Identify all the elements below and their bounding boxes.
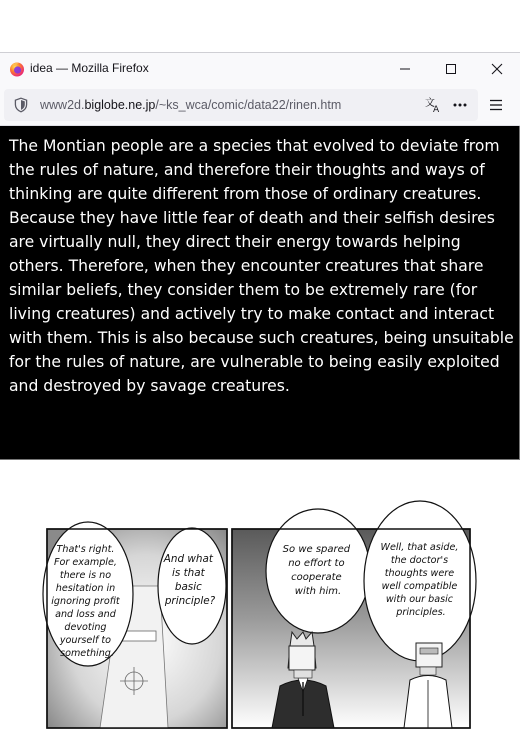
comic-panel-2 xyxy=(232,501,476,728)
svg-text:文: 文 xyxy=(425,98,435,109)
bubble-text-p2-left: So we spared no effort to cooperate with him. xyxy=(282,544,351,597)
close-icon xyxy=(491,63,503,75)
desktop-gap xyxy=(0,0,520,52)
url-text[interactable]: www2d.biglobe.ne.jp/~ks_wca/comic/data22/rinen.htm xyxy=(40,98,342,112)
bubble-text-p1-left: That's right. For example, there is no hesitation in ignoring profit and loss and devoting yourself to something. xyxy=(51,544,120,659)
more-icon[interactable] xyxy=(452,102,468,108)
speech-bubble xyxy=(266,509,370,633)
navigation-toolbar xyxy=(0,85,520,126)
firefox-icon xyxy=(9,61,25,77)
comic-strip xyxy=(0,126,520,732)
maximize-button[interactable] xyxy=(428,53,474,85)
bubble-text-p1-right: And what is that basic principle? xyxy=(163,553,216,607)
browser-window xyxy=(0,52,520,732)
url-bar[interactable] xyxy=(4,89,478,121)
bubble-text-p2-right: Well, that aside, the doctor's thoughts were well compatible with our basic principles. xyxy=(380,542,459,618)
close-button[interactable] xyxy=(474,53,520,85)
minimize-icon xyxy=(399,63,411,75)
comic-panel-1 xyxy=(43,522,227,728)
window-title: idea — Mozilla Firefox xyxy=(30,61,149,75)
svg-text:A: A xyxy=(433,105,440,114)
page-content xyxy=(0,126,520,732)
intro-paragraph: The Montian people are a species that evolved to deviate from the rules of nature, and therefore their thoughts and ways of thinking are quite different from those of ordinary creatures. Because they have little fear of death and their selfish desires are virtually null, they direct their energy towards helping others. Therefore, when they encounter creatures that share similar beliefs, they consider them to be extremely rare (for living creatures) and actively try to make contact and interact with them. This is also because such creatures, being unsuitable for the rules of nature, are vulnerable to being easily exploited and destroyed by savage creatures. xyxy=(9,137,514,395)
title-bar xyxy=(0,53,520,85)
shield-icon[interactable] xyxy=(13,97,29,113)
maximize-icon xyxy=(445,63,457,75)
minimize-button[interactable] xyxy=(382,53,428,85)
translate-icon[interactable] xyxy=(424,96,442,114)
url-domain: biglobe.ne.jp xyxy=(84,98,156,112)
menu-icon[interactable] xyxy=(489,99,503,111)
